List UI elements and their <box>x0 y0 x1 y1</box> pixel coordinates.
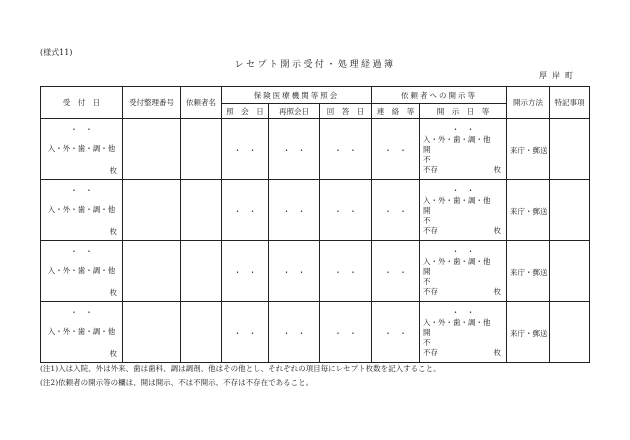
answer-date-cell[interactable]: ・ ・ <box>320 241 372 302</box>
sheet-unit: 枚 <box>109 226 117 236</box>
header-contact: 連 絡 等 <box>372 104 420 119</box>
disclosure-unit: 枚 <box>493 225 502 235</box>
disclosure-date-cell[interactable] <box>420 119 507 180</box>
contact-cell[interactable]: ・ ・ <box>372 241 420 302</box>
header-remarks: 特記事項 <box>550 87 590 119</box>
option-nonexistent: 不存 <box>423 225 439 235</box>
disclosure-dots: ・ ・ <box>451 307 475 317</box>
remarks-cell[interactable] <box>550 180 590 241</box>
disclosure-types: 入・外・歯・調・他 <box>423 256 491 266</box>
header-inquiry-date: 照 会 日 <box>222 104 269 119</box>
disclosure-method-cell[interactable]: 来庁・郵送 <box>507 180 550 241</box>
header-disclosure-method: 開示方法 <box>507 87 550 119</box>
reinquiry-date-cell[interactable]: ・ ・ <box>269 241 320 302</box>
option-open: 開 <box>423 144 431 154</box>
disclosure-unit: 枚 <box>493 347 502 357</box>
option-open: 開 <box>423 327 431 337</box>
contact-cell[interactable]: ・ ・ <box>372 180 420 241</box>
remarks-cell[interactable] <box>550 302 590 363</box>
requester-name-cell[interactable] <box>181 119 222 180</box>
disclosure-types: 入・外・歯・調・他 <box>423 134 491 144</box>
date-dots: ・ ・ <box>70 185 93 195</box>
option-non: 不 <box>423 154 431 164</box>
date-dots: ・ ・ <box>70 246 93 256</box>
ledger-table <box>40 86 590 363</box>
disclosure-method-cell[interactable]: 来庁・郵送 <box>507 302 550 363</box>
disclosure-types: 入・外・歯・調・他 <box>423 317 491 327</box>
remarks-cell[interactable] <box>550 119 590 180</box>
contact-cell[interactable]: ・ ・ <box>372 302 420 363</box>
reception-date-cell[interactable] <box>41 302 123 363</box>
contact-cell[interactable]: ・ ・ <box>372 119 420 180</box>
table-row <box>41 180 590 241</box>
option-non: 不 <box>423 337 431 347</box>
reinquiry-date-cell[interactable]: ・ ・ <box>269 302 320 363</box>
table-row <box>41 302 590 363</box>
requester-name-cell[interactable] <box>181 302 222 363</box>
disclosure-unit: 枚 <box>493 286 502 296</box>
reception-number-cell[interactable] <box>123 119 181 180</box>
disclosure-method-cell[interactable]: 来庁・郵送 <box>507 241 550 302</box>
reception-date-cell[interactable] <box>41 180 123 241</box>
disclosure-date-cell[interactable] <box>420 180 507 241</box>
disclosure-date-cell[interactable] <box>420 302 507 363</box>
table-row <box>41 241 590 302</box>
disclosure-dots: ・ ・ <box>451 124 475 134</box>
document-title: レセプト開示受付・処理経過簿 <box>234 60 396 70</box>
receipt-types: 入・外・歯・調・他 <box>47 143 116 153</box>
disclosure-method-cell[interactable]: 来庁・郵送 <box>507 119 550 180</box>
header-disclosure-date: 開 示 日 等 <box>420 104 507 119</box>
header-requester-disclosure: 依頼者への開示等 <box>372 87 507 104</box>
option-open: 開 <box>423 266 431 276</box>
option-nonexistent: 不存 <box>423 286 439 296</box>
note-2: (注2)依頼者の開示等の欄は、開は開示、不は不開示、不存は不存在であること。 <box>40 378 314 387</box>
reception-number-cell[interactable] <box>123 180 181 241</box>
date-dots: ・ ・ <box>70 307 93 317</box>
reinquiry-date-cell[interactable]: ・ ・ <box>269 180 320 241</box>
table-row <box>41 119 590 180</box>
disclosure-types: 入・外・歯・調・他 <box>423 195 491 205</box>
receipt-types: 入・外・歯・調・他 <box>47 326 116 336</box>
sheet-unit: 枚 <box>109 287 117 297</box>
reinquiry-date-cell[interactable]: ・ ・ <box>269 119 320 180</box>
option-nonexistent: 不存 <box>423 164 439 174</box>
form-number: (様式11) <box>40 48 73 57</box>
inquiry-date-cell[interactable]: ・ ・ <box>222 241 269 302</box>
option-non: 不 <box>423 276 431 286</box>
header-reception-number: 受付整理番号 <box>123 87 181 119</box>
answer-date-cell[interactable]: ・ ・ <box>320 302 372 363</box>
inquiry-date-cell[interactable]: ・ ・ <box>222 180 269 241</box>
header-answer-date: 回 答 日 <box>320 104 372 119</box>
disclosure-date-cell[interactable] <box>420 241 507 302</box>
receipt-types: 入・外・歯・調・他 <box>47 204 116 214</box>
disclosure-unit: 枚 <box>493 164 502 174</box>
disclosure-dots: ・ ・ <box>451 246 475 256</box>
sheet-unit: 枚 <box>109 165 117 175</box>
disclosure-dots: ・ ・ <box>451 185 475 195</box>
reception-date-cell[interactable] <box>41 241 123 302</box>
requester-name-cell[interactable] <box>181 241 222 302</box>
note-1: (注1)入は入院、外は外来、歯は歯科、調は調剤、他はその他とし、それぞれの項目毎にレセプト枚数を記入すること。 <box>40 364 441 373</box>
header-requester-name: 依頼者名 <box>181 87 222 119</box>
header-reinquiry-date: 再照会日 <box>269 104 320 119</box>
sheet-unit: 枚 <box>109 348 117 358</box>
town-name: 厚岸町 <box>539 71 578 80</box>
reception-date-cell[interactable] <box>41 119 123 180</box>
header-row-1 <box>41 87 590 104</box>
inquiry-date-cell[interactable]: ・ ・ <box>222 119 269 180</box>
option-open: 開 <box>423 205 431 215</box>
receipt-types: 入・外・歯・調・他 <box>47 265 116 275</box>
remarks-cell[interactable] <box>550 241 590 302</box>
reception-number-cell[interactable] <box>123 241 181 302</box>
date-dots: ・ ・ <box>70 124 93 134</box>
reception-number-cell[interactable] <box>123 302 181 363</box>
option-non: 不 <box>423 215 431 225</box>
requester-name-cell[interactable] <box>181 180 222 241</box>
inquiry-date-cell[interactable]: ・ ・ <box>222 302 269 363</box>
answer-date-cell[interactable]: ・ ・ <box>320 119 372 180</box>
header-medical-inquiry: 保険医療機関等照会 <box>222 87 372 104</box>
answer-date-cell[interactable]: ・ ・ <box>320 180 372 241</box>
option-nonexistent: 不存 <box>423 347 439 357</box>
header-reception-date: 受 付 日 <box>41 87 123 119</box>
